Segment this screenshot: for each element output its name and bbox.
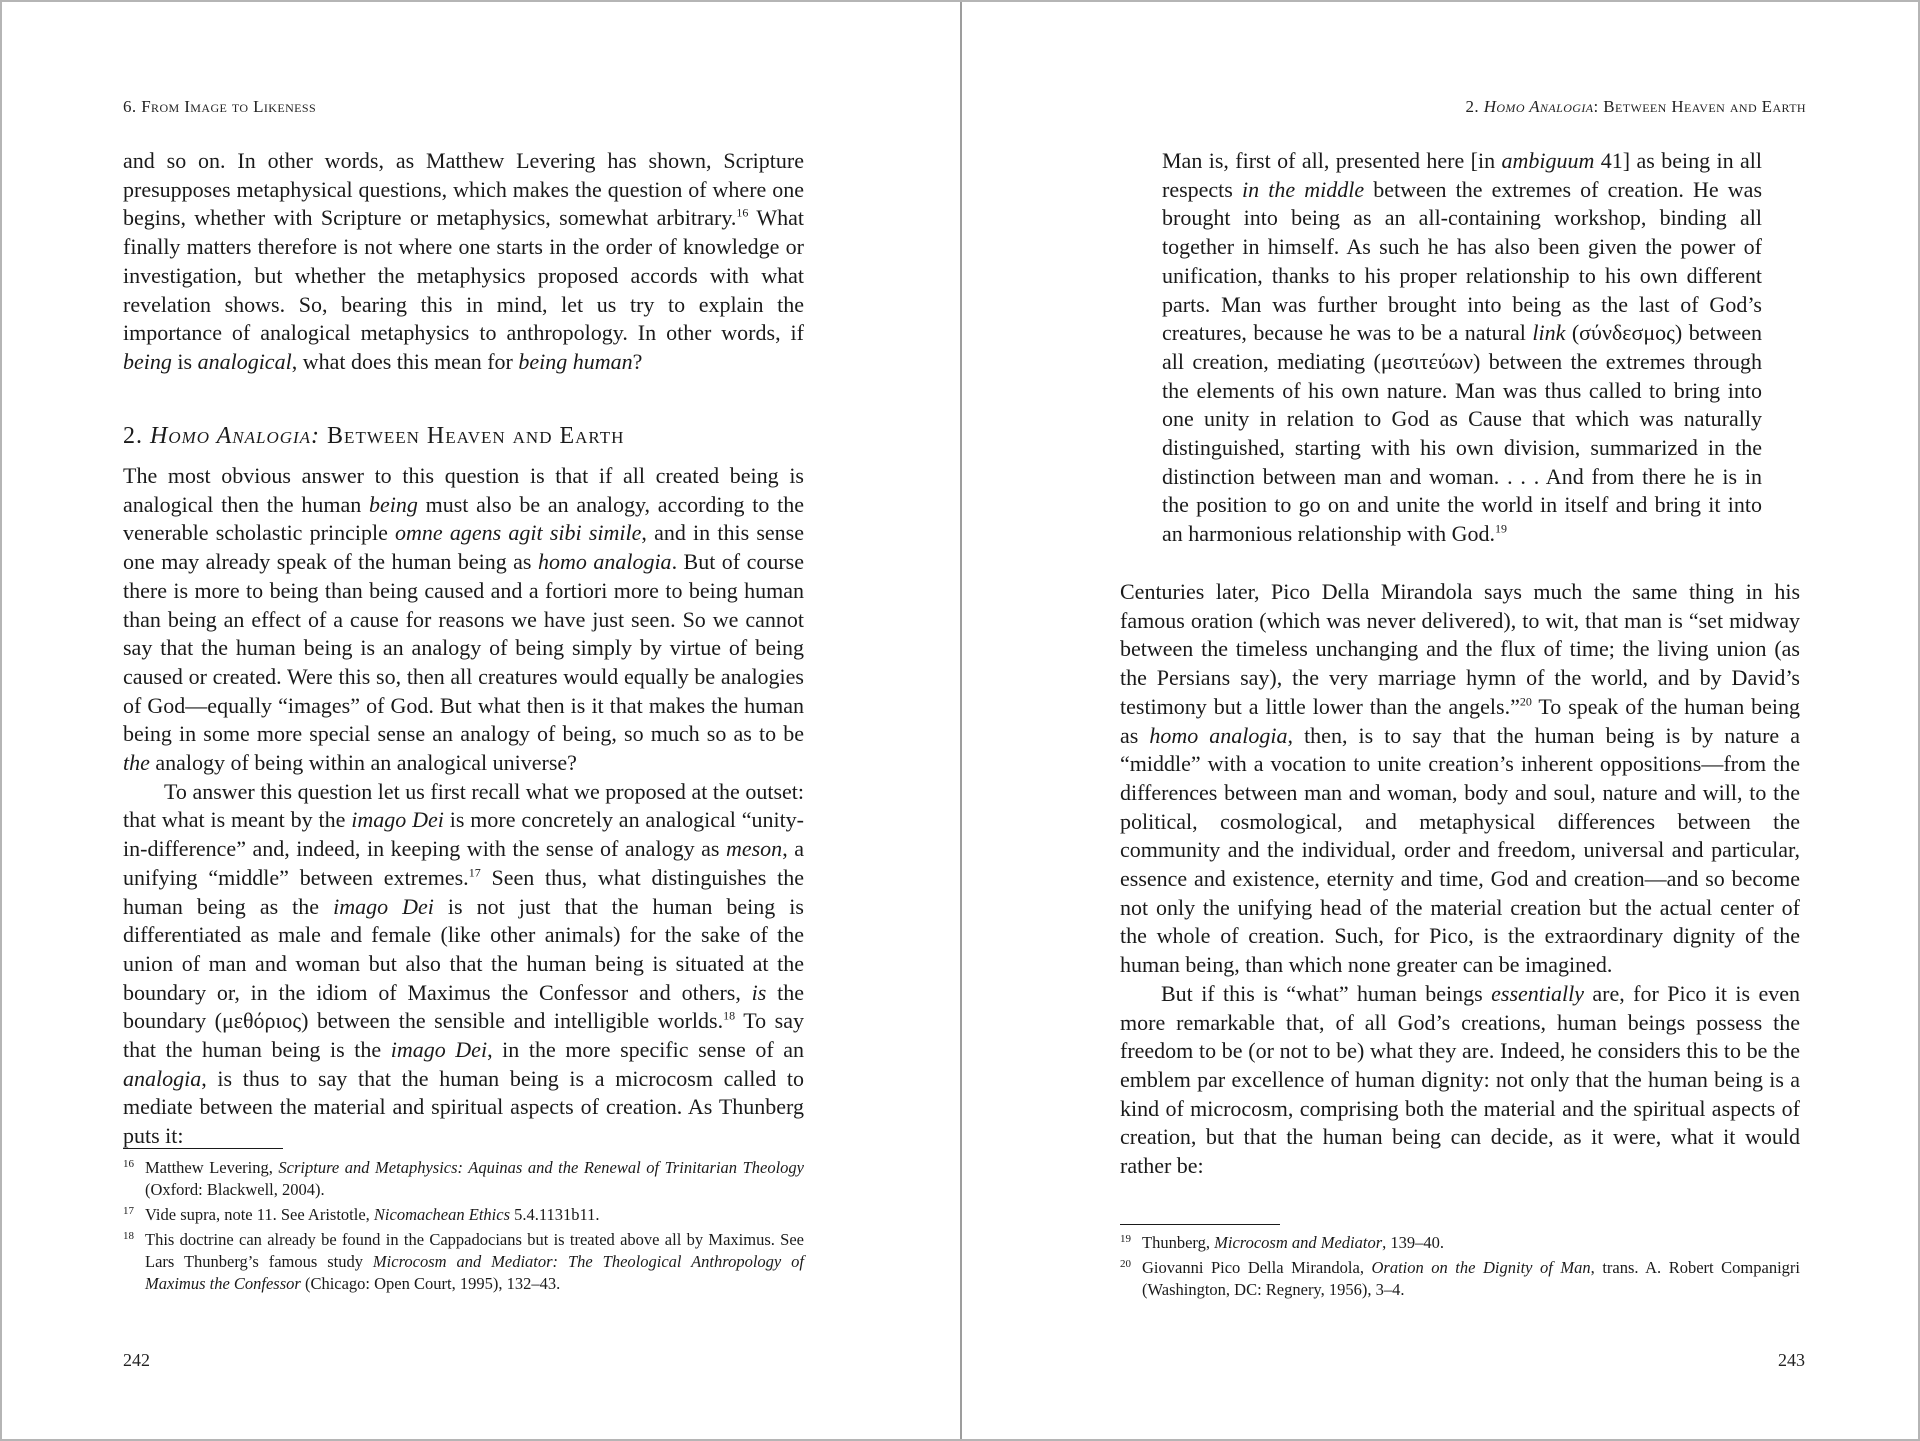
italic-text: analogia — [123, 1065, 202, 1091]
text-run: To answer this question let us first recall what we proposed at the outset: that what is meant by the — [123, 778, 804, 833]
footnote-ref: 17 — [468, 865, 481, 880]
italic-text: being human — [518, 348, 633, 374]
text-run: Matthew Levering, — [145, 1158, 279, 1177]
page-number: 243 — [1778, 1350, 1805, 1370]
italic-text: analogical — [197, 348, 292, 374]
paragraph — [1120, 578, 1800, 980]
footnote-ref: 18 — [723, 1009, 736, 1024]
footnote-text — [1142, 1233, 1444, 1252]
italic-text: homo analogia — [1149, 722, 1288, 748]
footnote-number: 18 — [123, 1230, 134, 1242]
text-run: between the extremes of creation. He was brought into being as an all-containing workshop, binding all together in himself. As such he has also been given the power of unification, thanks to his proper relationship to his own different parts. Man was further brought into being as the last of God’s creatures, because he was to be a natural — [1162, 176, 1763, 346]
text-run: Thunberg, — [1142, 1233, 1215, 1252]
footnote-number: 16 — [123, 1158, 134, 1170]
footnote-number: 19 — [1120, 1233, 1131, 1245]
italic-text: essentially — [1491, 980, 1585, 1006]
page-number: 242 — [123, 1350, 150, 1370]
italic-text: imago Dei — [351, 807, 444, 833]
text-run: , in the more specific sense of an — [487, 1037, 805, 1063]
text-run: must also be an analogy, according to the venerable scholastic principle — [123, 491, 804, 546]
text-run: To say that the human being is the — [123, 1008, 804, 1063]
text-run: Giovanni Pico Della Mirandola, — [1142, 1258, 1372, 1277]
italic-text: is — [751, 979, 767, 1005]
running-head-rest: : Between Heaven and Earth — [1593, 97, 1806, 116]
footnote — [123, 1157, 804, 1201]
text-run: To speak of the human being as — [1120, 693, 1800, 748]
section-heading-number: 2. — [123, 423, 150, 449]
text-run: Man is, first of all, presented here [in — [1162, 148, 1502, 173]
body-text — [1120, 578, 1800, 1181]
running-head: 6. From Image to Likeness — [123, 97, 317, 116]
footnotes — [1120, 1232, 1800, 1304]
italic-text: Microcosm and Mediator: The Theological Anthropology of Maximus the Confessor — [145, 1252, 804, 1293]
body-text — [123, 147, 804, 377]
section-heading-italic: Homo Analogia: — [150, 423, 321, 449]
text-run: . But of course there is more to being than being caused and a fortiori more to being human than being an effect of a cause for reasons we have just seen. So we cannot say that the human being is an analogy of being simply by virtue of being caused or created. Were this so, then all creatures would equally be analogies of God—equally “images” of God. But what then is it that makes the human being in some more special sense an analogy of being, so much so as to be — [123, 549, 804, 747]
italic-text: omne agens agit sibi simile — [395, 520, 642, 546]
text-run: , what does this mean for — [291, 348, 519, 374]
text-run: 5.4.1131b11. — [510, 1205, 600, 1224]
footnote-rule — [1120, 1224, 1280, 1225]
italic-text: meson — [725, 836, 783, 862]
footnote-number: 20 — [1120, 1258, 1131, 1270]
footnote — [123, 1204, 804, 1226]
text-run: The most obvious answer to this question is that if all created being is analogical then the human — [123, 463, 804, 517]
italic-text: ambiguum — [1501, 148, 1595, 173]
text-run: Vide supra, note 11. See Aristotle, — [145, 1205, 374, 1224]
section-heading-rest: Between Heaven and Earth — [320, 423, 625, 449]
text-run: , 139–40. — [1382, 1233, 1445, 1252]
footnote-text — [145, 1158, 804, 1199]
paragraph — [123, 147, 804, 377]
paragraph — [123, 462, 804, 778]
footnote-number: 17 — [123, 1205, 134, 1217]
italic-text: the — [123, 750, 150, 776]
text-run: Centuries later, Pico Della Mirandola says much the same thing in his famous oration (which was never delivered), to wit, that man is “set midway between the timeless unchanging and the flux of time; the living union (as the Persians say), the very marriage hymn of the world, and by David’s testimony but a little lower than the angels.” — [1120, 579, 1800, 719]
italic-text: imago Dei — [390, 1037, 488, 1063]
text-run: , then, is to say that the human being is by nature a “middle” with a vocation to unite creation’s inherent oppositions—from the differences between man and woman, body and soul, nature and will, to the political, cosmological, and metaphysical differences between the community and the individual, order and freedom, universal and particular, essence and existence, eternity and time, God and creation—and so become not only the unifying head of the material creation but the actual center of the whole of creation. Such, for Pico, is the extraordinary dignity of the human being, than which none greater can be imagined. — [1120, 722, 1801, 978]
italic-text: link — [1532, 320, 1566, 346]
italic-text: Microcosm and Mediator — [1214, 1233, 1383, 1252]
text-run: This doctrine can already be found in the Cappadocians but is treated above all by Maximus. See Lars Thunberg’s famous study — [145, 1230, 804, 1271]
running-head-number: 2. — [1465, 97, 1484, 116]
text-run: and so on. In other words, as Matthew Levering has shown, Scripture presupposes metaphysical questions, which makes the question of where one begins, whether with Scripture or metaphysics, somewhat arbitrary. — [123, 148, 804, 231]
text-run: are, for Pico it is even more remarkable that, of all God’s creations, human beings possess the freedom to be (or not to be) what they are. Indeed, he considers this to be the emblem par excellence of human dignity: not only that the human being is a kind of microcosm, comprising both the material and the spiritual aspects of creation, but that the human being can decide, as it were, what it would rather be: — [1120, 980, 1800, 1179]
footnote-text — [145, 1205, 600, 1224]
text-run: analogy of being within an analogical universe? — [149, 750, 577, 776]
footnote — [1120, 1257, 1800, 1301]
footnotes — [123, 1157, 804, 1298]
italic-text: homo analogia — [537, 549, 672, 575]
text-run: is more concretely an analogical “unity-in-difference” and, indeed, in keeping with the sense of analogy as — [123, 807, 805, 862]
paragraph — [1120, 980, 1800, 1181]
footnote-ref: 20 — [1519, 694, 1532, 709]
footnote — [123, 1229, 804, 1295]
italic-text: being — [369, 491, 418, 517]
text-run: , is thus to say that the human being is a microcosm called to mediate between the material and spiritual aspects of creation. As Thunberg puts it: — [123, 1065, 804, 1149]
italic-text: Nicomachean Ethics — [373, 1205, 510, 1224]
italic-text: in the middle — [1241, 176, 1365, 202]
running-head-italic: Homo Analogia — [1483, 97, 1594, 116]
text-run: ? — [632, 348, 643, 374]
paragraph — [123, 778, 804, 1151]
running-head — [1465, 97, 1806, 117]
text-run: (σύνδεσμος) between all creation, mediating (μεσιτεύων) between the extremes through the elements of his own nature. Man was thus called to bring into one unity in relation to God as Cause that which was naturally distinguished, starting with his own division, summarized in the distinction between man and woman. . . . And from there he is in the position to go on and unite the world in itself and bring it into an harmonious relationship with God. — [1162, 320, 1762, 547]
block-quote — [1162, 147, 1762, 549]
footnote-ref: 19 — [1495, 521, 1508, 536]
text-run: (Chicago: Open Court, 1995), 132–43. — [300, 1274, 561, 1293]
text-run: , a unifying “middle” between extremes. — [123, 836, 804, 890]
text-run: Seen thus, what distinguishes the human being as the — [123, 864, 804, 919]
text-run: the boundary (μεθόριος) between the sensible and intelligible worlds. — [123, 979, 804, 1034]
text-run: (Oxford: Blackwell, 2004). — [145, 1180, 325, 1199]
italic-text: Oration on the Dignity of Man — [1371, 1258, 1591, 1277]
left-page — [2, 2, 960, 1439]
footnote-text — [1142, 1258, 1800, 1299]
text-run: 41] as being in all respects — [1162, 148, 1762, 202]
text-run: , trans. A. Robert Companigri (Washington, DC: Regnery, 1956), 3–4. — [1142, 1258, 1800, 1299]
footnote-rule — [123, 1148, 283, 1149]
footnote-text — [145, 1230, 804, 1293]
footnote — [1120, 1232, 1800, 1254]
text-run: is not just that the human being is differentiated as male and female (like other animals) for the sake of the union of man and woman but also that the human being is situated at the boundary or, in the idiom of Maximus the Confessor and others, — [123, 893, 804, 1005]
text-run: But if this is “what” human beings — [1161, 980, 1492, 1006]
italic-text: being — [123, 348, 172, 374]
text-run: , and in this sense one may already speak of the human being as — [123, 520, 804, 575]
footnote-ref: 16 — [736, 206, 749, 221]
italic-text: imago Dei — [333, 893, 434, 919]
section-heading — [123, 423, 804, 450]
text-run: What finally matters therefore is not where one starts in the order of knowledge or investigation, but whether the metaphysics proposed accords with what revelation shows. So, bearing this in mind, let us try to explain the importance of analogical metaphysics to anthropology. In other words, if — [123, 205, 804, 346]
right-page — [962, 2, 1920, 1439]
quote-text — [1162, 147, 1762, 549]
italic-text: Scripture and Metaphysics: Aquinas and the Renewal of Trinitarian Theology — [278, 1158, 804, 1177]
text-run: is — [171, 348, 198, 374]
body-text — [123, 462, 804, 1151]
